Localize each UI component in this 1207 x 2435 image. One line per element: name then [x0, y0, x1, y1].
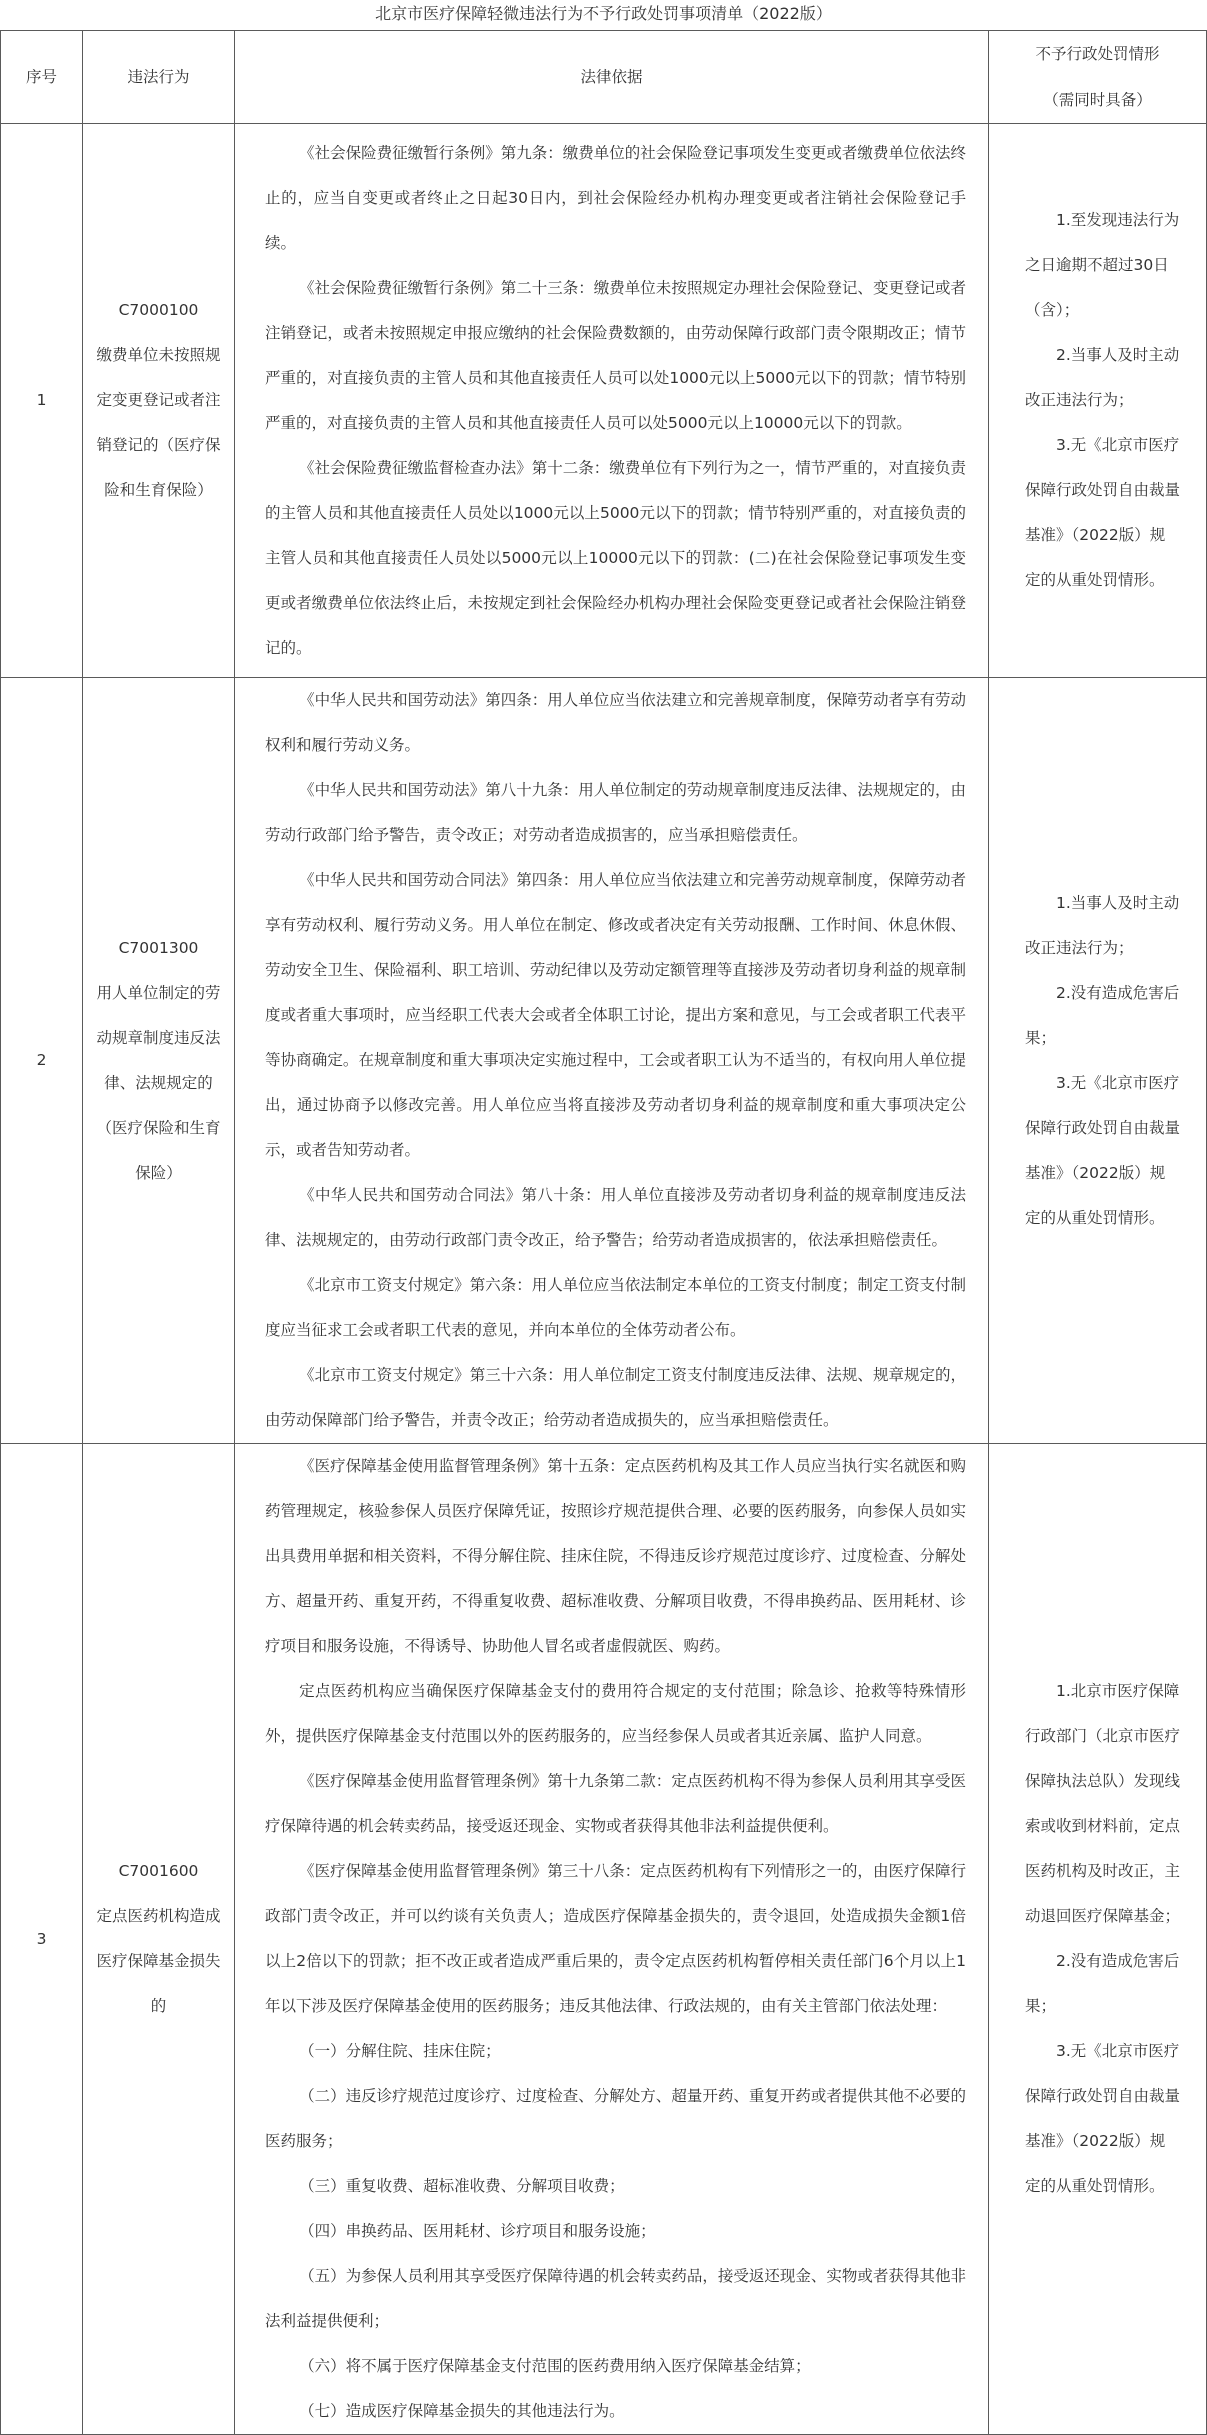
exemption-situations-cell [989, 124, 1207, 678]
row-number: 2 [1, 678, 83, 1444]
exemption-situations-cell [989, 1444, 1207, 2435]
legal-basis-cell [235, 1444, 989, 2435]
legal-basis-paragraph: 《北京市工资支付规定》第六条：用人单位应当依法制定本单位的工资支付制度；制定工资支付制度应当征求工会或者职工代表的意见，并向本单位的全体劳动者公布。 [265, 1276, 966, 1339]
legal-basis-cell [235, 124, 989, 678]
violation-cell [83, 124, 235, 678]
situation-item: 3.无《北京市医疗保障行政处罚自由裁量基准》（2022版）规定的从重处罚情形。 [1025, 1073, 1181, 1227]
situation-item: 2.没有造成危害后果； [1025, 1952, 1180, 2015]
legal-basis-list-item: （四）串换药品、医用耗材、诊疗项目和服务设施； [299, 2222, 656, 2240]
violation-cell [83, 678, 235, 1444]
situation-item: 1.当事人及时主动改正违法行为； [1025, 893, 1180, 957]
table-row [1, 1444, 1207, 2435]
legal-basis-list-item: （六）将不属于医疗保障基金支付范围的医药费用纳入医疗保障基金结算； [299, 2357, 811, 2375]
legal-basis-list-item: （五）为参保人员利用其享受医疗保障待遇的机会转卖药品，接受返还现金、实物或者获得其他非法利益提供便利； [265, 2267, 966, 2330]
legal-basis-list-item: （三）重复收费、超标准收费、分解项目收费； [299, 2177, 625, 2195]
legal-basis-list-item: （一）分解住院、挂床住院； [299, 2042, 501, 2060]
header-situation-note: （需同时具备） [1043, 91, 1152, 109]
situation-item: 1.至发现违法行为之日逾期不超过30日（含）； [1025, 211, 1180, 319]
page-title: 北京市医疗保障轻微违法行为不予行政处罚事项清单（2022版） [375, 4, 832, 23]
legal-basis-paragraph: 《社会保险费征缴暂行条例》第二十三条：缴费单位未按照规定办理社会保险登记、变更登记或者注销登记，或者未按照规定申报应缴纳的社会保险费数额的，由劳动保障行政部门责令限期改正；情节严重的，对直接负责的主管人员和其他直接责任人员可以处1000元以上5000元以下的罚款；情节特别严重的，对直接负责的主管人员和其他直接责任人员可以处5000元以上10000元以下的罚款。 [265, 278, 966, 432]
legal-basis-paragraph: 《中华人民共和国劳动法》第四条：用人单位应当依法建立和完善规章制度，保障劳动者享有劳动权利和履行劳动义务。 [265, 691, 966, 754]
row-number: 1 [1, 124, 83, 678]
situation-item: 1.北京市医疗保障行政部门（北京市医疗保障执法总队）发现线索或收到材料前，定点医药机构及时改正，主动退回医疗保障基金； [1025, 1682, 1181, 1925]
header-basis: 法律依据 [235, 31, 989, 124]
legal-basis-cell [235, 678, 989, 1444]
situation-item: 2.没有造成危害后果； [1025, 983, 1180, 1047]
table-row [1, 678, 1207, 1444]
legal-basis-paragraph: 《中华人民共和国劳动合同法》第八十条：用人单位直接涉及劳动者切身利益的规章制度违反法律、法规规定的，由劳动行政部门责令改正，给予警告；给劳动者造成损害的，依法承担赔偿责任。 [265, 1186, 966, 1249]
header-situation [989, 31, 1207, 124]
legal-basis-paragraph: 《社会保险费征缴监督检查办法》第十二条：缴费单位有下列行为之一，情节严重的，对直接负责的主管人员和其他直接责任人员处以1000元以上5000元以下的罚款；情节特别严重的，对直接负责的主管人员和其他直接责任人员处以5000元以上10000元以下的罚款：(二)在社会保险登记事项发生变更或者缴费单位依法终止后，未按规定到社会保险经办机构办理社会保险变更登记或者社会保险注销登记的。 [265, 458, 966, 657]
legal-basis-paragraph: 《北京市工资支付规定》第三十六条：用人单位制定工资支付制度违反法律、法规、规章规定的，由劳动保障部门给予警告，并责令改正；给劳动者造成损失的，应当承担赔偿责任。 [265, 1366, 966, 1429]
legal-basis-paragraph: 《医疗保障基金使用监督管理条例》第十五条：定点医药机构及其工作人员应当执行实名就医和购药管理规定，核验参保人员医疗保障凭证，按照诊疗规范提供合理、必要的医药服务，向参保人员如实出具费用单据和相关资料，不得分解住院、挂床住院，不得违反诊疗规范过度诊疗、过度检查、分解处方、超量开药、重复开药，不得重复收费、超标准收费、分解项目收费，不得串换药品、医用耗材、诊疗项目和服务设施，不得诱导、协助他人冒名或者虚假就医、购药。 [265, 1457, 966, 1655]
legal-basis-list-item: （七）造成医疗保障基金损失的其他违法行为。 [299, 2402, 625, 2420]
penalty-exemption-table [0, 30, 1207, 2435]
legal-basis-paragraph: 《中华人民共和国劳动合同法》第四条：用人单位应当依法建立和完善劳动规章制度，保障劳动者享有劳动权利、履行劳动义务。用人单位在制定、修改或者决定有关劳动报酬、工作时间、休息休假、劳动安全卫生、保险福利、职工培训、劳动纪律以及劳动定额管理等直接涉及劳动者切身利益的规章制度或者重大事项时，应当经职工代表大会或者全体职工讨论，提出方案和意见，与工会或者职工代表平等协商确定。在规章制度和重大事项决定实施过程中，工会或者职工认为不适当的，有权向用人单位提出，通过协商予以修改完善。用人单位应当将直接涉及劳动者切身利益的规章制度和重大事项决定公示，或者告知劳动者。 [265, 871, 966, 1159]
violation-text: 缴费单位未按照规定变更登记或者注销登记的（医疗保险和生育保险） [96, 346, 221, 499]
table-row [1, 124, 1207, 678]
violation-cell [83, 1444, 235, 2435]
legal-basis-paragraph: 定点医药机构应当确保医疗保障基金支付的费用符合规定的支付范围；除急诊、抢救等特殊情形外，提供医疗保障基金支付范围以外的医药服务的，应当经参保人员或者其近亲属、监护人同意。 [265, 1682, 966, 1745]
row-number: 3 [1, 1444, 83, 2435]
violation-code: C7000100 [118, 301, 199, 319]
situation-item: 2.当事人及时主动改正违法行为； [1025, 346, 1180, 409]
exemption-situations-cell [989, 678, 1207, 1444]
violation-code: C7001600 [118, 1862, 199, 1880]
violation-text: 用人单位制定的劳动规章制度违反法律、法规规定的（医疗保险和生育保险） [96, 983, 221, 1182]
legal-basis-paragraph: 《中华人民共和国劳动法》第八十九条：用人单位制定的劳动规章制度违反法律、法规规定的，由劳动行政部门给予警告，责令改正；对劳动者造成损害的，应当承担赔偿责任。 [265, 781, 966, 844]
situation-item: 3.无《北京市医疗保障行政处罚自由裁量基准》（2022版）规定的从重处罚情形。 [1025, 436, 1181, 589]
violation-code: C7001300 [118, 938, 199, 957]
header-situation-title: 不予行政处罚情形 [1035, 45, 1160, 63]
table-header-row [1, 31, 1207, 124]
header-no: 序号 [1, 31, 83, 124]
violation-text: 定点医药机构造成医疗保障基金损失的 [96, 1907, 221, 2015]
legal-basis-paragraph: 《社会保险费征缴暂行条例》第九条：缴费单位的社会保险登记事项发生变更或者缴费单位依法终止的，应当自变更或者终止之日起30日内，到社会保险经办机构办理变更或者注销社会保险登记手续。 [265, 143, 966, 252]
header-action: 违法行为 [83, 31, 235, 124]
legal-basis-paragraph: 《医疗保障基金使用监督管理条例》第三十八条：定点医药机构有下列情形之一的，由医疗保障行政部门责令改正，并可以约谈有关负责人；造成医疗保障基金损失的，责令退回，处造成损失金额1倍以上2倍以下的罚款；拒不改正或者造成严重后果的，责令定点医药机构暂停相关责任部门6个月以上1年以下涉及医疗保障基金使用的医药服务；违反其他法律、行政法规的，由有关主管部门依法处理： [265, 1862, 966, 2015]
situation-item: 3.无《北京市医疗保障行政处罚自由裁量基准》（2022版）规定的从重处罚情形。 [1025, 2042, 1181, 2195]
legal-basis-list-item: （二）违反诊疗规范过度诊疗、过度检查、分解处方、超量开药、重复开药或者提供其他不必要的医药服务； [265, 2087, 966, 2150]
legal-basis-paragraph: 《医疗保障基金使用监督管理条例》第十九条第二款：定点医药机构不得为参保人员利用其享受医疗保障待遇的机会转卖药品，接受返还现金、实物或者获得其他非法利益提供便利。 [265, 1772, 966, 1835]
